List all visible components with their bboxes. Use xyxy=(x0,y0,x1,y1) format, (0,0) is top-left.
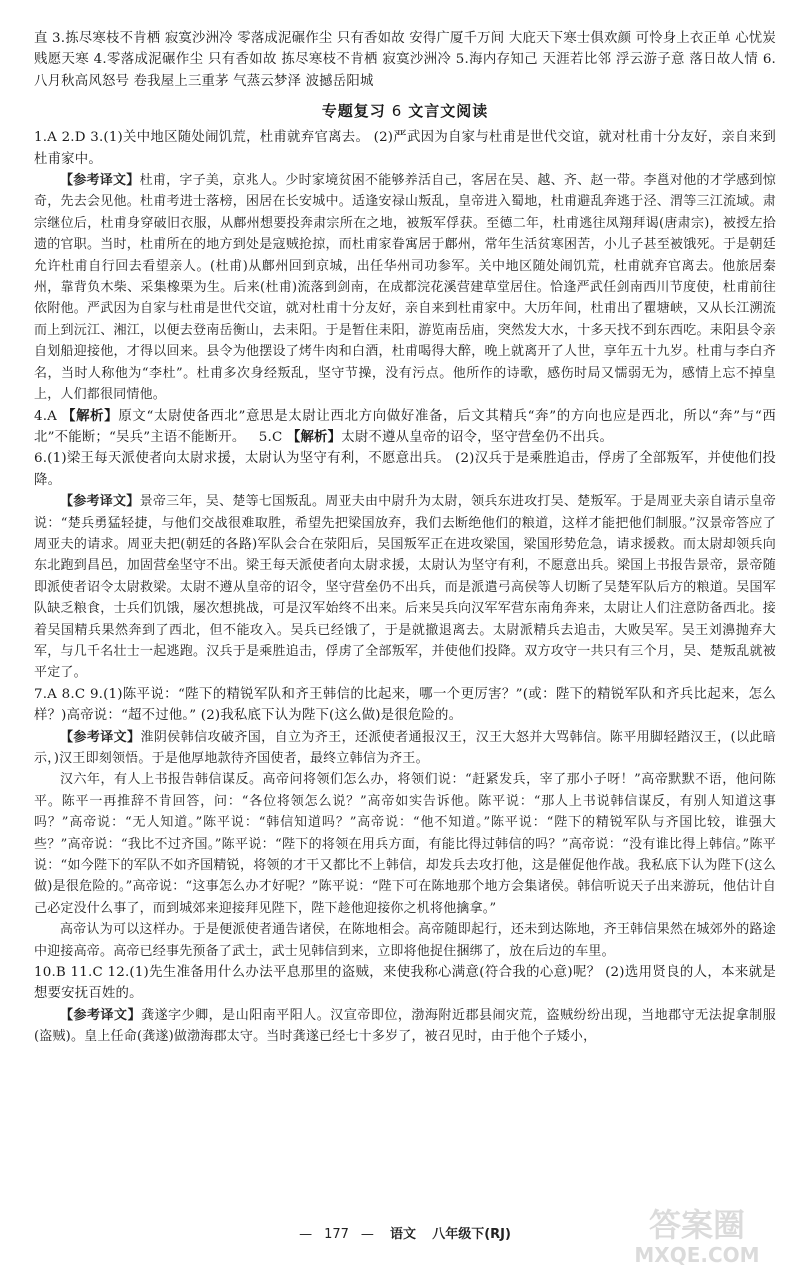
translation-tag: 【参考译文】 xyxy=(60,1007,142,1023)
analysis-tag: 【解析】 xyxy=(62,408,119,424)
answer-q1-3: 1.A 2.D 3.(1)关中地区随处闹饥荒，杜甫就弃官离去。 (2)严武因为自家与杜甫是世代交谊，就对杜甫十分友好，亲自来到杜甫家中。 xyxy=(34,130,776,167)
translation-text: 杜甫，字子美，京兆人。少时家境贫困不能够养活自己，客居在吴、越、齐、赵一带。李邕对他的才学感到惊奇，先去会见他。杜甫考进士落榜，困居在长安城中。适逢安禄山叛乱，皇帝进入蜀地，杜甫避乱奔逃于泾、渭等三江流域。肃宗继位后，杜甫身穿破旧衣服，从鄜州想要投奔肃宗所在之地，被叛军俘获。至德二年，杜甫逃往凤翔拜谒(唐肃宗)，被授左拾遗的官职。当时，杜甫所在的地方到处是寇贼抢掠，而杜甫家眷寓居于鄜州，常年生活贫寒困苦，小儿子甚至被饿死。于是朝廷允许杜甫自行回去看望亲人。(杜甫)从鄜州回到京城，出任华州司功参军。关中地区随处闹饥荒，杜甫就弃官离去。他旅居秦州，靠背负木柴、采集橡栗为生。后来(杜甫)流落到剑南，在成都浣花溪营建草堂居住。恰逢严武任剑南西川节度使，杜甫前往依附他。严武因为自家与杜甫是世代交谊，就对杜甫十分友好，亲自来到杜甫家中。大历年间，杜甫出了瞿塘峡，又从长江溯流而上到沅江、湘江，以便去登南岳衡山，去耒阳。于是暂住耒阳，游览南岳庙，突然发大水，十多天找不到东西吃。耒阳县令亲自划船迎接他，才得以回来。县令为他摆设了烤牛肉和白酒，杜甫喝得大醉，晚上就离开了人世，享年五十九岁。杜甫与李白齐名，当时人称他为“李杜”。杜甫多次身经叛乱，坚守节操，没有污点。他所作的诗歌，感伤时局又懦弱无为，感情上忘不掉皇上，人们都很同情他。 xyxy=(34,173,776,403)
footer-dash: — xyxy=(360,1227,374,1242)
poetry-answers: 直 3.拣尽寒枝不肯栖 寂寞沙洲冷 零落成泥碾作尘 只有香如故 安得广厦千万间 大庇天下寒士俱欢颜 可怜身上衣正单 心忧炭贱愿天寒 4.零落成泥碾作尘 只有香如故 拣尽寒枝不肯栖 寂寞沙洲冷 5.海内存知己 天涯若比邻 浮云游子意 落日故人情 6.八月秋高风怒号 卷我屋上三重茅 气蒸云梦泽 波撼岳阳城 xyxy=(34,31,776,89)
translation-4 xyxy=(34,1005,776,1048)
translation-tag: 【参考译文】 xyxy=(60,729,141,745)
section-name: 文言文阅读 xyxy=(408,102,489,121)
answer-q6: 6.(1)梁王每天派使者向太尉求援，太尉认为坚守有利，不愿意出兵。 (2)汉兵于是乘胜追击，俘虏了全部叛军，并使他们投降。 xyxy=(34,451,776,488)
analysis-tag: 【解析】 xyxy=(286,429,342,445)
analysis-text: 原文“太尉使备西北”意思是太尉让西北方向做好准备，后文其精兵“奔”的方向也应是西北，所以“奔”与“西北”不能断；“吴兵”主语不能断开。 xyxy=(34,408,776,445)
grade-label: 八年级下(RJ) xyxy=(432,1227,511,1242)
section-prefix: 专题复习 xyxy=(321,102,386,121)
answer-q7-9: 7.A 8.C 9.(1)陈平说：“陛下的精锐军队和齐王韩信的比起来，哪一个更厉害？”(或：陛下的精锐军队和齐兵比起来，怎么样？)高帝说：“超不过他。” (2)我私底下认为陛下(这么做)是很危险的。 xyxy=(34,686,776,724)
answer-q5: 5.C xyxy=(258,429,283,445)
translation-text: 景帝三年，吴、楚等七国叛乱。周亚夫由中尉升为太尉，领兵东进攻打吴、楚叛军。于是周亚夫亲自请示皇帝说：“楚兵勇猛轻捷，与他们交战很难取胜，希望先把梁国放弃，我们去断绝他们的粮道，这样才能把他们制服。”汉景帝答应了周亚夫的请求。周亚夫把(朝廷的各路)军队会合在荥阳后，吴国叛军正在进攻梁国，梁国形势危急，请求援救。而太尉却领兵向东北跑到昌邑，加固营垒坚守不出。梁王每天派使者向太尉求援，太尉认为坚守有利，不愿意出兵。梁国上书报告景帝，景帝随即派使者诏令太尉救梁。太尉不遵从皇帝的诏令，坚守营垒仍不出兵，而是派遣弓高侯等人切断了吴楚军队后方的粮道。吴国军队缺乏粮食，士兵们饥饿，屡次想挑战，可是汉军始终不出来。后来吴兵向汉军军营东南角奔来，太尉让人们注意防备西北。接着吴国精兵果然奔到了西北，但不能攻入。吴兵已经饿了，于是就撤退离去。太尉派精兵去追击，大败吴军。吴王刘濞抛弃大军，与几千名壮士一起逃跑。汉兵于是乘胜追击，俘虏了全部叛军，并使他们投降。双方攻守一共只有三个月，吴、楚叛乱就被平定了。 xyxy=(34,494,776,681)
translation-3-para-3: 高帝认为可以这样办。于是便派使者通告诸侯，在陈地相会。高帝随即起行，还未到达陈地，齐王韩信果然在城郊外的路途中迎接高帝。高帝已经事先预备了武士，武士见韩信到来，立即将他捉住捆绑了，放在后边的车里。 xyxy=(34,922,776,959)
section-title xyxy=(34,100,776,121)
translation-tag: 【参考译文】 xyxy=(60,173,140,189)
subject-label: 语文 xyxy=(390,1227,417,1242)
translation-3 xyxy=(34,727,776,770)
watermark-text: 答案圈 xyxy=(648,1206,746,1244)
answer-q10-12: 10.B 11.C 12.(1)先生准备用什么办法平息那里的盗贼，来使我称心满意(符合我的心意)呢？ (2)选用贤良的人，本来就是想要安抚百姓的。 xyxy=(34,965,776,1002)
watermark-url: MXQE.COM xyxy=(634,1243,760,1267)
section-number: 6 xyxy=(391,102,403,121)
analysis-text: 太尉不遵从皇帝的诏令，坚守营垒仍不出兵。 xyxy=(341,429,614,445)
translation-text: 龚遂字少卿，是山阳南平阳人。汉宣帝即位，渤海附近郡县闹灾荒，盗贼纷纷出现，当地郡守无法捉拿制服(盗贼)。皇上任命(龚遂)做渤海郡太守。当时龚遂已经七十多岁了，被召见时，由于他个子矮小， xyxy=(34,1007,776,1045)
translation-3-para-2: 汉六年，有人上书报告韩信谋反。高帝问将领们怎么办，将领们说：“赶紧发兵，宰了那小子呀！”高帝默默不语，他问陈平。陈平一再推辞不肯回答，问：“各位将领怎么说？”高帝如实告诉他。陈平说：“那人上书说韩信谋反，有别人知道这事吗？”高帝说：“无人知道。”陈平说：“韩信知道吗？”高帝说：“他不知道。”陈平说：“陛下的精锐军队与齐国比较，谁强大些？”高帝说：“我比不过齐国。”陈平说：“陛下的将领在用兵方面，有能比得过韩信的吗？”高帝说：“没有谁比得上韩信。”陈平说：“如今陛下的军队不如齐国精锐，将领的才干又都比不上韩信，却发兵去攻打他，这是催促他作战。我私底下认为陛下(这么做)是很危险的。”高帝说：“这事怎么办才好呢？”陈平说：“陛下可在陈地那个地方会集诸侯。韩信听说天子出来游玩，他估计自己必定没什么事了，而到城郊来迎接拜见陛下，陛下趁他迎接你之机将他擒拿。” xyxy=(34,772,776,916)
answer-q4: 4.A xyxy=(34,408,58,424)
answer-page xyxy=(34,28,776,1048)
page-number: 177 xyxy=(324,1227,349,1242)
footer-dash: — xyxy=(299,1227,313,1242)
watermark-logo xyxy=(612,1196,782,1268)
translation-2 xyxy=(34,491,776,684)
answer-q4-5 xyxy=(34,406,776,449)
translation-tag: 【参考译文】 xyxy=(60,494,140,510)
translation-1 xyxy=(34,170,776,405)
translation-text: 淮阴侯韩信攻破齐国，自立为齐王，还派使者通报汉王，汉王大怒并大骂韩信。陈平用脚轻踏汉王，(以此暗示，)汉王即刻领悟。于是他厚地款待齐国使者，最终立韩信为齐王。 xyxy=(34,729,776,766)
